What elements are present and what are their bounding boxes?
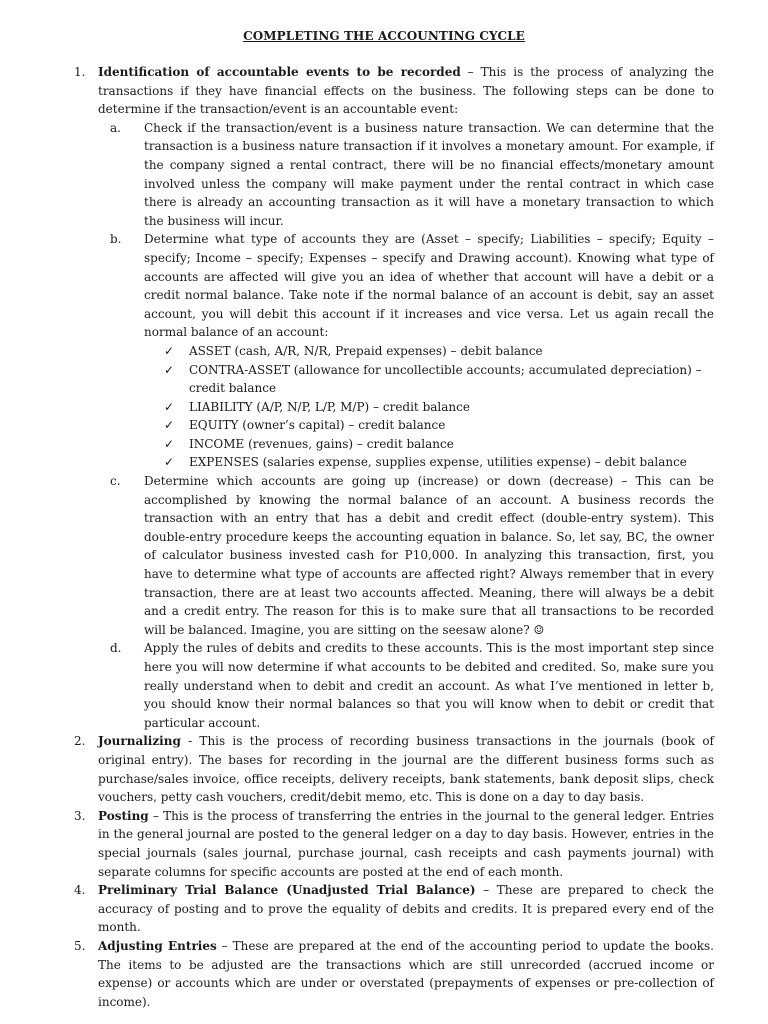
check-item-text: ASSET (cash, A/R, N/R, Prepaid expenses) – debit balance [189,343,543,358]
step-item [54,63,714,732]
step-description: – This is the process of transferring the entries in the journal to the general ledger. Entries in the general journal are posted to the general ledger on a day to day basis. However, entries in the special journals (sales journal, purchase journal, cash receipts and cash payments journal) with separate columns for specific accounts are posted at the end of each month. [98,808,714,879]
sub-step-text: Determine which accounts are going up (increase) or down (decrease) – This can be accomplished by knowing the normal balance of an account. A business records the transaction with an entry that has a debit and credit effect (double-entry system). This double-entry procedure keeps the accounting equation in balance. So, let say, BC, the owner of calculator business invested cash for P10,000. In analyzing this transaction, first, you have to determine what type of accounts are affected right? Always remember that in every transaction, there are at least two accounts affected. Meaning, there will always be a debit and a credit entry. The reason for this is to make sure that all transactions to be recorded will be balanced. Imagine, you are sitting on the seesaw alone? ☺ [144,474,714,637]
check-list-item [144,342,714,361]
step-description: – These are prepared to check the accuracy of posting and to prove the equality of debits and credits. It is prepared every end of the month. [98,883,714,935]
sub-step-text: Check if the transaction/event is a business nature transaction. We can determine that the transaction is a business nature transaction if it involves a monetary amount. For example, if the company signed a rental contract, there will be no financial effects/monetary amount involved unless the company will make payment under the rental contract in which case there is already an accounting transaction as it will have a monetary transaction to which the business will incur. [144,120,714,228]
step-term: Journalizing [98,734,181,749]
normal-balance-list [144,342,714,472]
step-description: – These are prepared at the end of the accounting period to update the books. The items to be adjusted are the transactions which are still unrecorded (accrued income or expense) or accounts which are under or overstated (prepayments of expenses or pre-collection of income). [98,938,714,1009]
step-item [54,937,714,1011]
sub-step-item [98,472,714,639]
sub-step-letter: d. [110,641,122,656]
checkmark-icon: ✓ [164,399,175,414]
sub-step-item [98,119,714,231]
step-term: Preliminary Trial Balance (Unadjusted Trial Balance) [98,883,476,898]
step-number: 4. [74,883,86,898]
step-item [54,732,714,806]
step-term: Identification of accountable events to be recorded [98,65,461,79]
cycle-steps-list [54,63,714,1011]
step-number: 3. [74,808,86,823]
step-number: 5. [74,938,86,953]
checkmark-icon: ✓ [164,436,175,451]
check-list-item [144,435,714,454]
check-item-text: EXPENSES (salaries expense, supplies expense, utilities expense) – debit balance [189,455,687,470]
sub-step-text: Apply the rules of debits and credits to these accounts. This is the most important step since here you will now determine if what accounts to be debited and credited. So, make sure you really understand when to debit and credit an account. As what I’ve mentioned in letter b, you should know their normal balances so that you will know when to debit or credit that particular account. [144,641,714,730]
step-item [54,807,714,881]
checkmark-icon: ✓ [164,418,175,433]
step-term: Adjusting Entries [98,938,217,953]
step-description: – This is the process of analyzing the transactions if they have financial effects on the business. The following steps can be done to determine if the transaction/event is an accountable event: [98,65,714,117]
check-item-text: EQUITY (owner’s capital) – credit balance [189,418,446,433]
check-list-item [144,361,714,398]
sub-steps-list [98,119,714,733]
check-item-text: LIABILITY (A/P, N/P, L/P, M/P) – credit balance [189,399,470,414]
checkmark-icon: ✓ [164,362,175,377]
check-item-text: INCOME (revenues, gains) – credit balance [189,436,454,451]
checkmark-icon: ✓ [164,455,175,470]
page-title: COMPLETING THE ACCOUNTING CYCLE [243,29,525,43]
sub-step-letter: c. [110,474,121,489]
check-item-text: CONTRA-ASSET (allowance for uncollectible accounts; accumulated depreciation) – credit balance [189,362,702,396]
sub-step-item [98,230,714,472]
step-description: - This is the process of recording business transactions in the journals (book of original entry). The bases for recording in the journal are the different business forms such as purchase/sales invoice, office receipts, delivery receipts, bank statements, bank deposit slips, check vouchers, petty cash vouchers, credit/debit memo, etc. This is done on a day to day basis. [98,734,714,805]
sub-step-item [98,639,714,732]
sub-step-text: Determine what type of accounts they are (Asset – specify; Liabilities – specify; Equity – specify; Income – specify; Expenses – specify and Drawing account). Knowing what type of accounts are affected will give you an idea of whether that account will have a debit or a credit normal balance. Take note if the normal balance of an account is debit, say an asset account, you will debit this account if it increases and vice versa. Let us again recall the normal balance of an account: [144,232,714,340]
sub-step-letter: b. [110,232,122,247]
step-number: 2. [74,734,86,749]
step-item [54,881,714,937]
checkmark-icon: ✓ [164,343,175,358]
sub-step-letter: a. [110,120,121,135]
check-list-item [144,398,714,417]
check-list-item [144,453,714,472]
step-number: 1. [74,65,86,79]
step-term: Posting [98,808,149,823]
check-list-item [144,416,714,435]
